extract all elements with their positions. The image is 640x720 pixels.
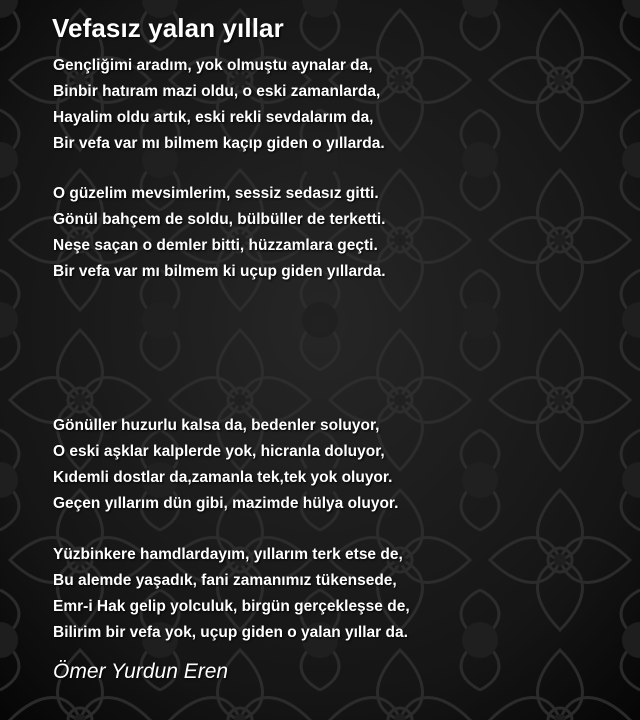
- poem-line: Bilirim bir vefa yok, uçup giden o yalan yıllar da.: [53, 624, 408, 641]
- poem-line: Yüzbinkere hamdlardayım, yıllarım terk etse de,: [53, 546, 403, 563]
- poem-author: Ömer Yurdun Eren: [53, 660, 229, 683]
- poem-line: Geçen yıllarım dün gibi, mazimde hülya oluyor.: [53, 495, 399, 512]
- poem-title: Vefasız yalan yıllar: [52, 13, 284, 43]
- stanza-2: [53, 181, 386, 285]
- poem-line: Binbir hatıram mazi oldu, o eski zamanlarda,: [53, 83, 381, 100]
- poem-line: Kıdemli dostlar da,zamanla tek,tek yok oluyor.: [53, 469, 393, 486]
- poem-line: Emr-i Hak gelip yolculuk, birgün gerçekleşse de,: [53, 598, 410, 615]
- poem-line: Gönül bahçem de soldu, bülbüller de terketti.: [53, 211, 386, 228]
- stanza-4: [53, 542, 410, 646]
- poem-line: Gönüller huzurlu kalsa da, bedenler soluyor,: [53, 417, 380, 434]
- poem-line: O güzelim mevsimlerim, sessiz sedasız gitti.: [53, 185, 379, 202]
- poem-line: Bir vefa var mı bilmem ki uçup giden yıllarda.: [53, 263, 386, 280]
- poem-line: Gençliğimi aradım, yok olmuştu aynalar da,: [53, 57, 373, 74]
- poem-line: Neşe saçan o demler bitti, hüzzamlara geçti.: [53, 237, 378, 254]
- stanza-3: [53, 413, 398, 517]
- stanza-1: [53, 53, 385, 157]
- poem-line: Hayalim oldu artık, eski rekli sevdalarım da,: [53, 109, 374, 126]
- poem-line: O eski aşklar kalplerde yok, hicranla doluyor,: [53, 443, 385, 460]
- poem-line: Bir vefa var mı bilmem kaçıp giden o yıllarda.: [53, 135, 385, 152]
- poem-line: Bu alemde yaşadık, fani zamanımız tükensede,: [53, 572, 397, 589]
